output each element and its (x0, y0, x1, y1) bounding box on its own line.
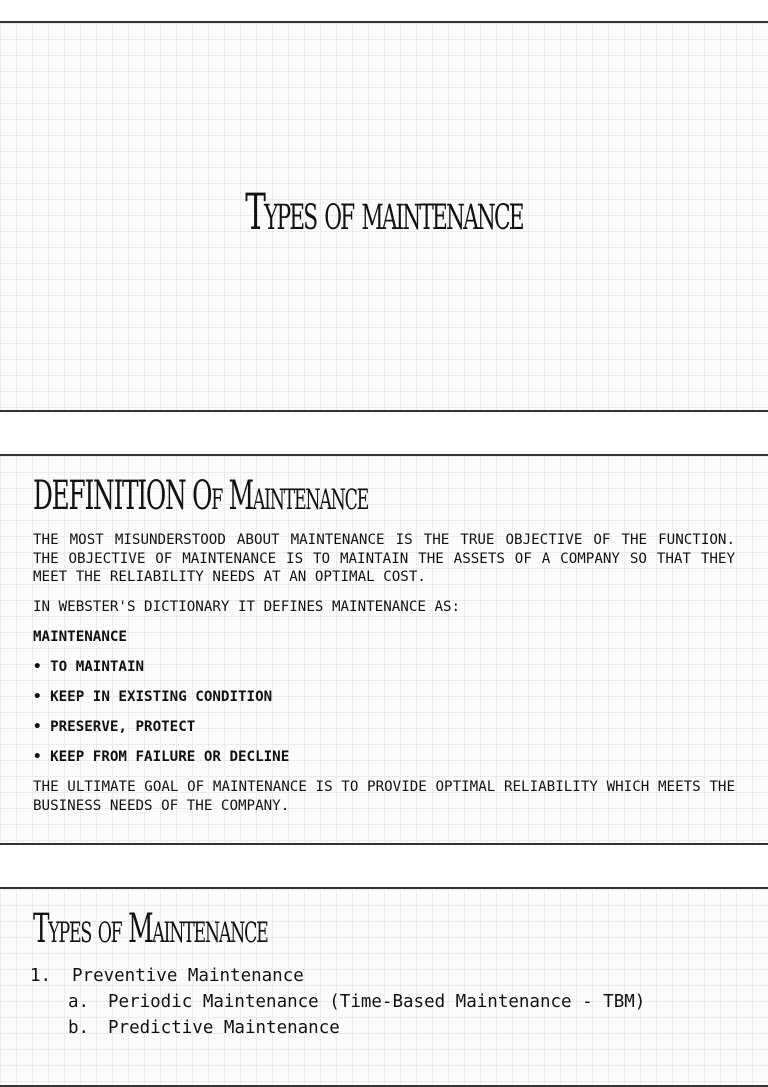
bullet-item: • KEEP FROM FAILURE OR DECLINE (33, 749, 290, 765)
bullet-item: • KEEP IN EXISTING CONDITION (33, 689, 273, 705)
list-marker: b. (68, 1018, 90, 1038)
types-list (30, 963, 645, 1041)
paragraph: THE MOST MISUNDERSTOOD ABOUT MAINTENANCE IS THE TRUE OBJECTIVE OF THE FUNCTION. THE OBJECTIVE OF MAINTENANCE IS TO MAINTAIN THE ASSETS OF A COMPANY SO THAT THEY MEET THE RELIABILITY NEEDS AT AN OPTIMAL COST. (33, 532, 735, 585)
types-slide (0, 887, 768, 1087)
list-marker: 1. (30, 966, 52, 986)
title-slide (0, 21, 768, 412)
list-text: Predictive Maintenance (108, 1018, 340, 1038)
slide-heading: Types of Maintenance (33, 906, 268, 952)
bullet-item: • PRESERVE, PROTECT (33, 719, 196, 735)
list-marker: a. (68, 992, 90, 1012)
list-text: Periodic Maintenance (Time-Based Maintenance - TBM) (108, 992, 646, 1012)
slide-heading: DEFINITION Of Maintenance (33, 473, 369, 519)
slide-body (33, 531, 735, 827)
term-label: MAINTENANCE (33, 629, 127, 645)
paragraph: THE ULTIMATE GOAL OF MAINTENANCE IS TO PROVIDE OPTIMAL RELIABILITY WHICH MEETS THE BUSINESS NEEDS OF THE COMPANY. (33, 779, 735, 814)
list-text: Preventive Maintenance (72, 966, 304, 986)
paragraph: IN WEBSTER'S DICTIONARY IT DEFINES MAINTENANCE AS: (33, 599, 461, 615)
list-item (30, 989, 645, 1015)
list-item (30, 963, 645, 989)
slide-title: Types of maintenance (245, 183, 523, 241)
definition-slide (0, 454, 768, 845)
list-item (30, 1015, 645, 1041)
bullet-item: • TO MAINTAIN (33, 659, 145, 675)
